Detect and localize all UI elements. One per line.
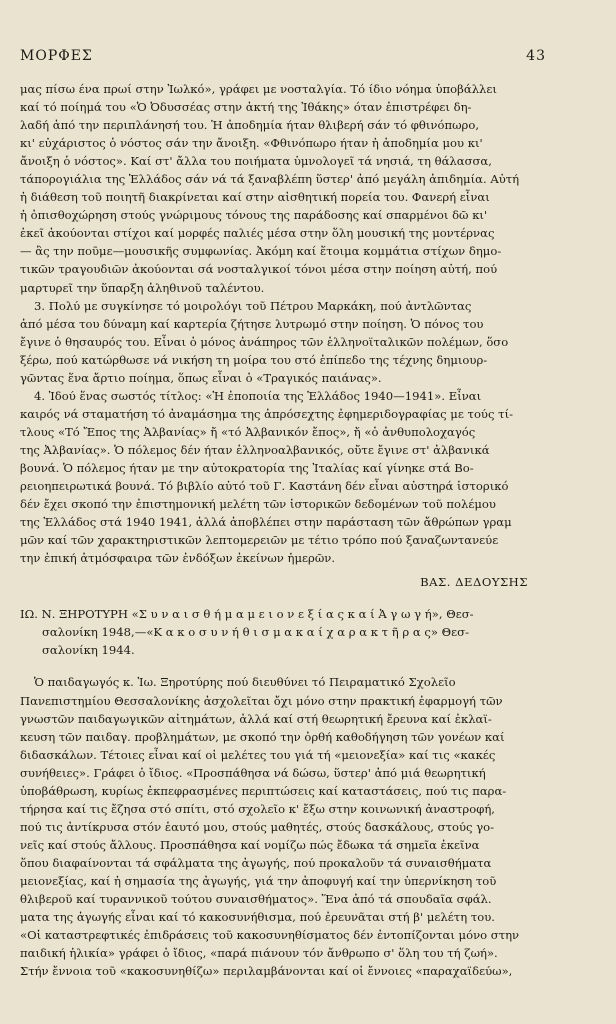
text-line: βουνά. Ὁ πόλεμος ήταν με την αὐτοκρατορία της Ἰταλίας καί γίνηκε στά Βο- [20,460,474,475]
text-line: Ὁ παιδαγωγός κ. Ἰω. Ξηροτύρης πού διευθύνει τό Πειραματικό Σχολεῖο [34,675,456,690]
text-line: ὅπου διαφαίνονται τά σφάλματα της ἀγωγής, πού προκαλοῦν τά συναισθήματα [20,855,492,870]
text-line: σαλονίκη 1948,—«Κ α κ ο σ υ ν ή θ ι σ μ α κ α ί χ α ρ α κ τ ῆ ρ α ς» Θεσ- [42,625,470,640]
review-heading [20,605,540,659]
text-line: ὑποβάθρωση, κυρίως ἐκπεφρασμένες περιπτώσεις καί καταστάσεις, πού τις παρα- [20,783,507,798]
review-continuation [20,80,540,567]
text-line: ἔγινε ὁ θησαυρός του. Εἶναι ὁ μόνος ἀνάπηρος τῶν ἑλληνοϊταλικῶν πολέμων, ὅσο [20,334,509,349]
text-line: τικῶν τραγουδιῶν ἀκούονται σά νοσταλγικοί τόνοι μέσα στην ποίηση αὐτή, πού [20,262,498,277]
text-line: μῶν καί τῶν χαρακτηριστικῶν λεπτομερειῶν με τέτιο τρόπο πού ξαναζωντανεύε [20,533,499,548]
text-line: — ἂς την ποῦμε—μουσικῆς συμφωνίας. Ἀκόμη καί ἕτοιμα κομμάτια στίχων δημο- [20,244,502,259]
text-line: ἡ ὀπισθοχώρηση στούς γνώριμους τόνους της παράδοσης καί σπαρμένοι δῶ κι' [20,208,488,223]
text-line: σαλονίκη 1944. [42,643,135,658]
text-line: συνήθειες». Γράφει ὁ ἴδιος. «Προσπάθησα νά δώσω, ὕστερ' ἀπό μιά θεωρητική [20,765,486,780]
text-line: ξέρω, πού κατώρθωσε νά νικήση τη μοίρα του στό ἐπίπεδο της τέχνης δημιουρ- [20,352,488,367]
text-line: της Ἀλβανίας». Ὁ πόλεμος δέν ήταν ἑλληνοαλβανικός, οὔτε ἔγινε στ' ἀλβανικά [20,442,490,457]
text-line: ἐκεῖ ἀκούονται στίχοι καί μορφές παλιές μέσα στην ὅλη μουσική της μοντέρνας [20,226,495,241]
text-line: μειονεξίας, καί ἡ σημασία της ἀγωγής, γιά την ἀποφυγή καί την ὑπερνίκηση τοῦ [20,873,497,888]
text-line: μας πίσω ένα πρωί στην Ἰωλκό», γράφει με νοσταλγία. Τό ίδιο νόημα ὑποβάλλει [20,82,497,96]
reviewer-signature: ΒΑΣ. ΔΕΔΟΥΣΗΣ [420,575,528,590]
text-line: θλιβεροῦ καί τυραννικοῦ τούτου συναισθήματος». Ἕνα ἀπό τά σπουδαῖα σφάλ. [20,892,492,907]
text-line: κευση τῶν παιδαγ. προβλημάτων, με σκοπό την ὀρθή καθοδήγηση τῶν γονέων καί [20,729,505,744]
journal-title: ΜΟΡΦΕΣ [20,48,93,64]
text-line: τλους «Τό Ἔπος της Ἀλβανίας» ἤ «τό Ἀλβανικόν ἔπος», ἤ «ὁ ἀνθυπολοχαγός [20,424,476,439]
text-line: ἀπό μέσα του δύναμη καί καρτερία ζήτησε λυτρωμό στην ποίηση. Ὁ πόνος του [20,316,484,331]
text-line: νεῖς καί στούς ἄλλους. Προσπάθησα καί νομίζω πώς ἔδωκα τά σημεῖα ἐκεῖνα [20,837,480,852]
text-line: μαρτυρεῖ την ὕπαρξη ἀληθινοῦ ταλέντου. [20,280,265,295]
running-header [20,48,546,64]
text-line: κι' εὐχάριστος ὁ νόστος σάν την ἄνοιξη. «Φθινόπωρο ήταν ἡ ἀποδημία μου κι' [20,136,483,151]
text-line: καιρός νά σταματήση τό ἀναμάσημα της ἀπρόσεχτης ἐφημεριδογραφίας με τούς τί- [20,406,514,421]
text-line: ρειοηπειρωτικά βουνά. Τό βιβλίο αὐτό τοῦ Γ. Καστάνη δέν εἶναι αὐστηρά ἱστορικό [20,479,509,494]
text-line: γνωστῶν παιδαγωγικῶν αἰτημάτων, ἀλλά καί στή θεωρητική ἔρευνα καί ἐκλαϊ- [20,711,492,726]
text-line: παιδική ἡλικία» γράφει ὁ ἴδιος, «παρά πιάνουν τόν ἄνθρωπο σ' ὅλη του τή ζωή». [20,946,498,961]
text-line: Στήν ἔννοια τοῦ «κακοσυνηθίζω» περιλαμβάνονται καί οἱ ἔννοιες «παραχαϊδεύω», [20,964,513,979]
text-line: δέν ἔχει σκοπό την ἐπιστημονική μελέτη τῶν ἱστορικῶν δεδομένων τοῦ πολέμου [20,497,496,512]
text-line: τάπορογιάλια της Ἑλλάδος σάν νά τά ξαναβλέπη ὕστερ' ἀπό μεγάλη ἀπιδημία. Αὐτή [20,172,520,187]
text-line: της Ἑλλάδος στά 1940 1941, ἀλλά ἀποβλέπει στην παράσταση τῶν ἄθρώπων γραμ [20,515,512,530]
text-line: «Οἱ καταστρεφτικές ἐπιδράσεις τοῦ κακοσυνηθίσματος δέν ἐντοπίζονται μόνο στην [20,928,520,943]
page-body [20,80,540,980]
text-line: την ἐπική ἀτμόσφαιρα τῶν ἐνδόξων ἐκείνων ἡμερῶν. [20,551,336,566]
text-line: ἡ διάθεση τοῦ ποιητῆ διακρίνεται καί στην αἰσθητική πορεία του. Φανερή εἶναι [20,190,490,205]
text-line: 3. Πολύ με συγκίνησε τό μοιρολόγι τοῦ Πέτρου Μαρκάκη, πού ἀντλῶντας [34,298,472,313]
text-line: λαδή ἀπό την περιπλάνησή του. Ἡ ἀποδημία ήταν θλιβερή σάν τό φθινόπωρο, [20,118,480,133]
text-line: τήρησα καί τις ἔζησα στό σπίτι, στό σχολεῖο κ' ἔξω στην κοινωνική ἀναστροφή, [20,801,495,816]
text-line: πού τις ἀντίκρυσα στόν ἑαυτό μου, στούς μαθητές, στούς δασκάλους, στούς γο- [20,819,495,834]
review-body [20,673,540,980]
text-line: γῶντας ἕνα ἄρτιο ποίημα, ὅπως εἶναι ὁ «Τραγικός παιάνας». [20,370,382,385]
text-line: ματα της ἀγωγής εἶναι καί τό κακοσυνήθισμα, πού ἐρευνᾶται στή β' μελέτη του. [20,910,495,925]
page-number: 43 [526,48,546,64]
text-line: ἄνοιξη ὁ νόστος». Καί στ' ἄλλα του ποιήματα ὑμνολογεῖ τά νησιά, τη θάλασσα, [20,154,492,169]
text-line: 4. Ἰδού ἕνας σωστός τίτλος: «Ἡ ἐποποιία της Ἑλλάδος 1940—1941». Εἶναι [34,388,482,403]
text-line: ΙΩ. Ν. ΞΗΡΟΤΥΡΗ «Σ υ ν α ι σ θ ή μ α μ ε ι ο ν ε ξ ί α ς κ α ί Ἀ γ ω γ ή», Θεσ- [20,607,474,622]
text-line: διδασκάλων. Τέτοιες εἶναι καί οἱ μελέτες του γιά τή «μειονεξία» καί τις «κακές [20,747,496,762]
text-line: Πανεπιστημίου Θεσσαλονίκης ἀσχολεῖται ὄχι μόνο στην πρακτική ἐφαρμογή τῶν [20,693,503,708]
text-line: καί τό ποίημά του «Ὁ Ὀδυσσέας στην ἀκτή της Ἰθάκης» όταν ἐπιστρέφει δη- [20,100,472,115]
